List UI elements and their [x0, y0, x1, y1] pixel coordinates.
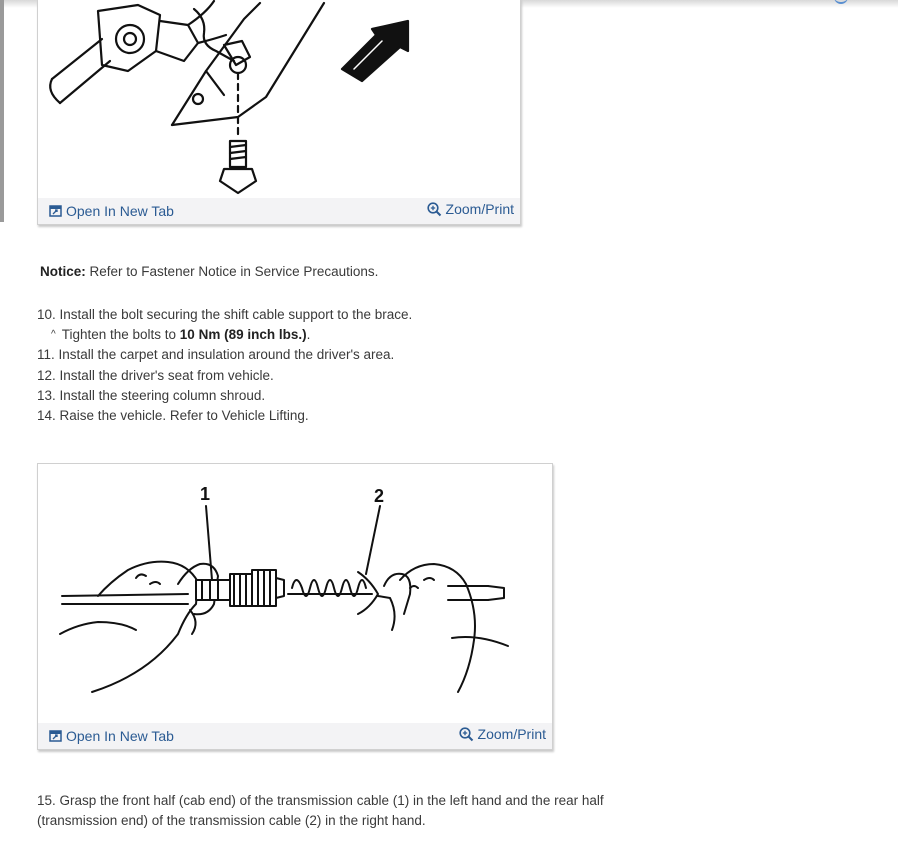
callout-2: 2: [374, 486, 385, 506]
zoom-print-link[interactable]: [427, 201, 514, 217]
zoom-print-label: Zoom/Print: [445, 201, 514, 217]
list-item: 11. Install the carpet and insulation around the driver's area.: [37, 347, 395, 363]
figure-1-toolbar: [38, 198, 520, 224]
list-item-sub: ^ Tighten the bolts to 10 Nm (89 inch lbs.).: [51, 327, 311, 343]
callout-1: 1: [200, 484, 211, 504]
zoom-in-icon: [459, 727, 474, 742]
list-item: 13. Install the steering column shroud.: [37, 387, 266, 403]
open-in-new-tab-link[interactable]: [49, 203, 174, 219]
torque-spec: 10 Nm (89 inch lbs.): [179, 327, 307, 343]
notice-label: Notice:: [40, 264, 86, 279]
zoom-in-icon: [427, 202, 442, 217]
shift-cable-bracket-illustration: [38, 0, 520, 197]
step-list: [37, 305, 412, 426]
figure-1: [37, 0, 521, 225]
caret-icon: ^: [51, 329, 56, 341]
open-new-tab-icon: [49, 205, 62, 217]
open-in-new-tab-label: Open In New Tab: [66, 203, 174, 219]
zoom-print-label: Zoom/Print: [477, 726, 546, 742]
list-item: 10. Install the bolt securing the shift cable support to the brace.: [37, 307, 413, 322]
figure-2: [37, 463, 553, 750]
zoom-print-link[interactable]: [459, 726, 546, 742]
notice-text: [40, 264, 378, 279]
open-in-new-tab-link[interactable]: [49, 728, 174, 744]
notice-body: Refer to Fastener Notice in Service Precautions.: [89, 264, 379, 279]
left-scroll-rule: [0, 0, 4, 222]
list-item: 14. Raise the vehicle. Refer to Vehicle Lifting.: [37, 408, 309, 424]
open-new-tab-icon: [49, 730, 62, 742]
step-15: 15. Grasp the front half (cab end) of the transmission cable (1) in the left hand and the rear half (transmission end) of the transmission cable (2) in the right hand.: [37, 793, 604, 828]
cable-hands-illustration: [38, 464, 552, 722]
figure-2-toolbar: [38, 723, 552, 749]
open-in-new-tab-label: Open In New Tab: [66, 728, 174, 744]
list-item: 12. Install the driver's seat from vehicle.: [37, 367, 274, 383]
